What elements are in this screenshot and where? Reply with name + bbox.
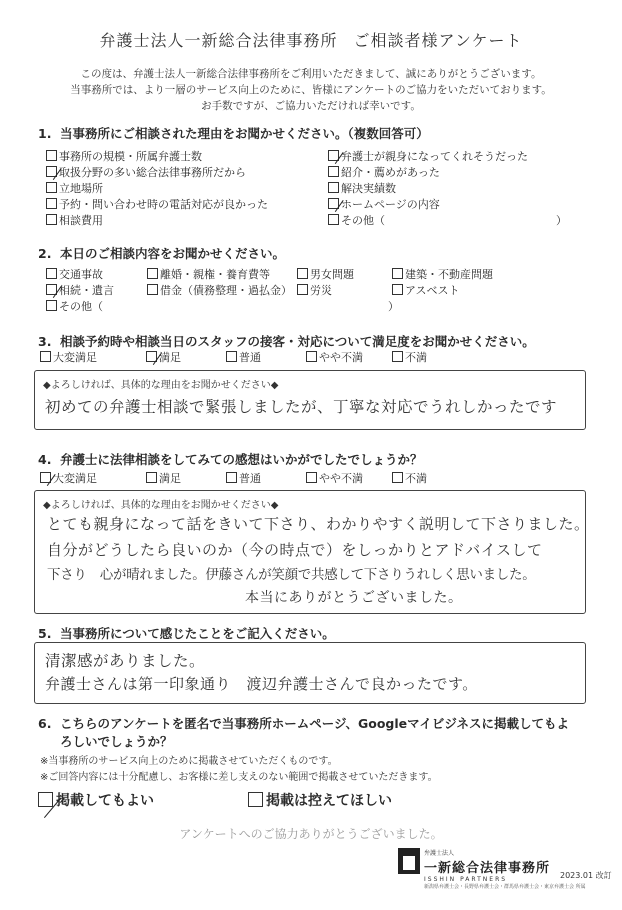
question-number: 5. bbox=[38, 626, 52, 641]
option-label: 借金（債務整理・過払金） bbox=[160, 284, 292, 297]
checkbox[interactable] bbox=[392, 268, 403, 279]
q5-comment-panel[interactable] bbox=[34, 642, 586, 704]
checkbox[interactable] bbox=[328, 166, 339, 177]
handwritten-answer: 初めての弁護士相談で緊張しましたが、丁寧な対応でうれしかったです bbox=[45, 398, 558, 416]
question-text: 当事務所にご相談された理由をお聞かせください。（複数回答可） bbox=[60, 126, 429, 141]
intro-text bbox=[0, 66, 622, 114]
option-label: 普通 bbox=[239, 351, 261, 364]
option-label: 満足 bbox=[159, 472, 181, 485]
firm-logo bbox=[398, 848, 586, 890]
option-label: 不満 bbox=[405, 472, 427, 485]
q1-option-scale[interactable] bbox=[46, 148, 202, 164]
q2-option-real-estate[interactable] bbox=[392, 266, 493, 282]
q2-other-close: ） bbox=[388, 300, 399, 313]
q3-option-very-satisfied[interactable] bbox=[40, 349, 97, 365]
q3-option-satisfied[interactable] bbox=[146, 349, 181, 365]
option-label: 立地場所 bbox=[59, 182, 103, 195]
option-label: 弁護士が親身になってくれそうだった bbox=[341, 150, 528, 163]
publish-option-allow[interactable] bbox=[38, 790, 154, 810]
option-label: 不満 bbox=[405, 351, 427, 364]
option-label: 男女問題 bbox=[310, 268, 354, 281]
reason-label: ◆よろしければ、具体的な理由をお聞かせください◆ bbox=[43, 500, 279, 511]
thanks-message: アンケートへのご協力ありがとうございました。 bbox=[179, 827, 443, 841]
revision-date: 2023.01 改訂 bbox=[560, 871, 612, 880]
handwritten-answer-line: 下さり 心が晴れました。伊藤さんが笑顔で共感して下さりうれしく思いました。 bbox=[47, 567, 536, 583]
logo-sub: 弁護士法人 bbox=[424, 850, 455, 857]
option-label: 予約・問い合わせ時の電話対応が良かった bbox=[59, 198, 268, 211]
checkbox[interactable] bbox=[146, 351, 157, 362]
checkbox[interactable] bbox=[147, 268, 158, 279]
checkbox[interactable] bbox=[46, 214, 57, 225]
option-label: 相談費用 bbox=[59, 214, 103, 227]
question-text: 弁護士に法律相談をしてみての感想はいかがでしたでしょうか？ bbox=[60, 452, 423, 467]
option-label: 大変満足 bbox=[53, 472, 97, 485]
logo-mark-icon bbox=[398, 848, 420, 874]
question-number: 4. bbox=[38, 452, 52, 467]
checkbox[interactable] bbox=[297, 268, 308, 279]
question-3 bbox=[38, 332, 535, 350]
option-label: 満足 bbox=[159, 351, 181, 364]
checkbox[interactable] bbox=[46, 268, 57, 279]
question-number: 2. bbox=[38, 246, 52, 261]
checkbox[interactable] bbox=[147, 284, 158, 295]
checkbox[interactable] bbox=[46, 284, 57, 295]
logo-en: ISSHIN PARTNERS bbox=[424, 876, 508, 883]
q3-option-unsatisfied[interactable] bbox=[392, 349, 427, 365]
option-label: 掲載は控えてほしい bbox=[266, 793, 392, 809]
reason-label: ◆よろしければ、具体的な理由をお聞かせください◆ bbox=[43, 380, 279, 391]
q1-option-location[interactable] bbox=[46, 180, 103, 196]
q4-option-somewhat-unsatisfied[interactable] bbox=[306, 470, 363, 486]
checkbox[interactable] bbox=[392, 284, 403, 295]
q2-option-debt[interactable] bbox=[147, 282, 292, 298]
question-text: こちらのアンケートを匿名で当事務所ホームページ、Googleマイビジネスに掲載してもよ bbox=[60, 716, 570, 731]
option-label: その他（ bbox=[59, 300, 103, 313]
q2-option-other[interactable] bbox=[46, 298, 103, 314]
handwritten-answer-line: とても親身になって話をきいて下さり、わかりやすく説明して下さりました。 bbox=[47, 515, 590, 533]
question-5 bbox=[38, 624, 335, 642]
question-text: 本日のご相談内容をお聞かせください。 bbox=[60, 246, 286, 261]
logo-main: 一新総合法律事務所 bbox=[424, 861, 551, 876]
q2-option-divorce[interactable] bbox=[147, 266, 270, 282]
q4-option-satisfied[interactable] bbox=[146, 470, 181, 486]
publish-option-decline[interactable] bbox=[248, 790, 392, 810]
checkbox[interactable] bbox=[392, 351, 403, 362]
survey-title bbox=[0, 28, 622, 51]
question-text: 当事務所について感じたことをご記入ください。 bbox=[60, 626, 335, 641]
intro-line: 当事務所では、より一層のサービス向上のために、皆様にアンケートのご協力をいただいております。 bbox=[70, 84, 552, 96]
question-6-continued: ろしいでしょうか？ bbox=[60, 734, 173, 749]
q3-option-somewhat-unsatisfied[interactable] bbox=[306, 349, 363, 365]
publish-note: ※当事務所のサービス向上のために掲載させていただくものです。 bbox=[40, 756, 338, 767]
option-label: 交通事故 bbox=[59, 268, 103, 281]
checkbox[interactable] bbox=[248, 792, 263, 807]
q4-option-neutral[interactable] bbox=[226, 470, 261, 486]
q1-option-sincere[interactable] bbox=[328, 148, 528, 164]
survey-name: ご相談者様アンケート bbox=[353, 31, 523, 50]
intro-line: この度は、弁護士法人一新総合法律事務所をご利用いただきまして、誠にありがとうございます。 bbox=[80, 68, 542, 80]
checkbox[interactable] bbox=[306, 351, 317, 362]
logo-offices: 新潟県弁護士会・長野県弁護士会・群馬県弁護士会・東京弁護士会 所属 bbox=[424, 884, 586, 890]
checkbox[interactable] bbox=[46, 300, 57, 311]
option-label: 掲載してもよい bbox=[56, 793, 154, 809]
checkbox[interactable] bbox=[46, 198, 57, 209]
q3-reason-panel[interactable] bbox=[34, 370, 586, 430]
q1-option-website[interactable] bbox=[328, 196, 440, 212]
checkbox[interactable] bbox=[226, 472, 237, 483]
option-label: アスベスト bbox=[405, 284, 460, 297]
checkbox[interactable] bbox=[328, 198, 339, 209]
handwritten-answer-line: 本当にありがとうございました。 bbox=[245, 590, 463, 606]
intro-line: お手数ですが、ご協力いただければ幸いです。 bbox=[201, 100, 421, 112]
q2-option-asbestos[interactable] bbox=[392, 282, 460, 298]
checkbox[interactable] bbox=[146, 472, 157, 483]
handwritten-answer-line: 清潔感がありました。 bbox=[45, 652, 206, 670]
q2-option-labor-accident[interactable] bbox=[297, 282, 332, 298]
publish-note: ※ご回答内容には十分配慮し、お客様に差し支えのない範囲で掲載させていただきます。 bbox=[40, 772, 438, 783]
checkbox[interactable] bbox=[40, 472, 51, 483]
q1-option-fee[interactable] bbox=[46, 212, 103, 228]
checkbox[interactable] bbox=[38, 792, 53, 807]
handwritten-answer-line: 自分がどうしたら良いのか（今の時点で）をしっかりとアドバイスして bbox=[47, 541, 543, 559]
q2-option-inheritance[interactable] bbox=[46, 282, 114, 298]
option-label: ホームページの内容 bbox=[341, 198, 440, 211]
q2-option-traffic[interactable] bbox=[46, 266, 103, 282]
option-label: 労災 bbox=[310, 284, 332, 297]
q1-option-fields[interactable] bbox=[46, 164, 246, 180]
option-label: 事務所の規模・所属弁護士数 bbox=[59, 150, 202, 163]
q3-option-neutral[interactable] bbox=[226, 349, 261, 365]
checkbox[interactable] bbox=[328, 150, 339, 161]
question-2 bbox=[38, 244, 285, 262]
option-label: 解決実績数 bbox=[341, 182, 396, 195]
checkbox[interactable] bbox=[46, 150, 57, 161]
option-label: その他（ bbox=[341, 214, 385, 227]
option-label: 紹介・薦めがあった bbox=[341, 166, 440, 179]
checkbox[interactable] bbox=[226, 351, 237, 362]
checkbox[interactable] bbox=[46, 182, 57, 193]
firm-name: 弁護士法人一新総合法律事務所 bbox=[99, 31, 338, 50]
q4-option-very-satisfied[interactable] bbox=[40, 470, 97, 486]
question-4 bbox=[38, 450, 423, 468]
q2-option-relationship[interactable] bbox=[297, 266, 354, 282]
checkbox[interactable] bbox=[306, 472, 317, 483]
question-text: 相談予約時や相談当日のスタッフの接客・対応について満足度をお聞かせください。 bbox=[60, 334, 535, 349]
option-label: 離婚・親権・養育費等 bbox=[160, 268, 270, 281]
option-label: 普通 bbox=[239, 472, 261, 485]
option-label: 取扱分野の多い総合法律事務所だから bbox=[59, 166, 246, 179]
option-label: やや不満 bbox=[319, 351, 363, 364]
checkbox[interactable] bbox=[392, 472, 403, 483]
question-1 bbox=[38, 124, 429, 142]
question-number: 3. bbox=[38, 334, 52, 349]
q1-other-close: ） bbox=[556, 214, 567, 227]
q1-option-record[interactable] bbox=[328, 180, 396, 196]
option-label: 建築・不動産問題 bbox=[405, 268, 493, 281]
handwritten-answer-line: 弁護士さんは第一印象通り 渡辺弁護士さんで良かったです。 bbox=[45, 675, 478, 693]
option-label: やや不満 bbox=[319, 472, 363, 485]
option-label: 相続・遺言 bbox=[59, 284, 114, 297]
q4-reason-panel[interactable] bbox=[34, 490, 590, 614]
q4-option-unsatisfied[interactable] bbox=[392, 470, 427, 486]
q1-option-referral[interactable] bbox=[328, 164, 440, 180]
checkbox[interactable] bbox=[40, 351, 51, 362]
checkbox[interactable] bbox=[46, 166, 57, 177]
question-number: 6. bbox=[38, 716, 52, 731]
q1-option-phone[interactable] bbox=[46, 196, 268, 212]
checkbox[interactable] bbox=[328, 214, 339, 225]
option-label: 大変満足 bbox=[53, 351, 97, 364]
checkbox[interactable] bbox=[328, 182, 339, 193]
checkbox[interactable] bbox=[297, 284, 308, 295]
q1-option-other[interactable] bbox=[328, 212, 385, 228]
question-6 bbox=[38, 714, 569, 732]
question-number: 1. bbox=[38, 126, 52, 141]
